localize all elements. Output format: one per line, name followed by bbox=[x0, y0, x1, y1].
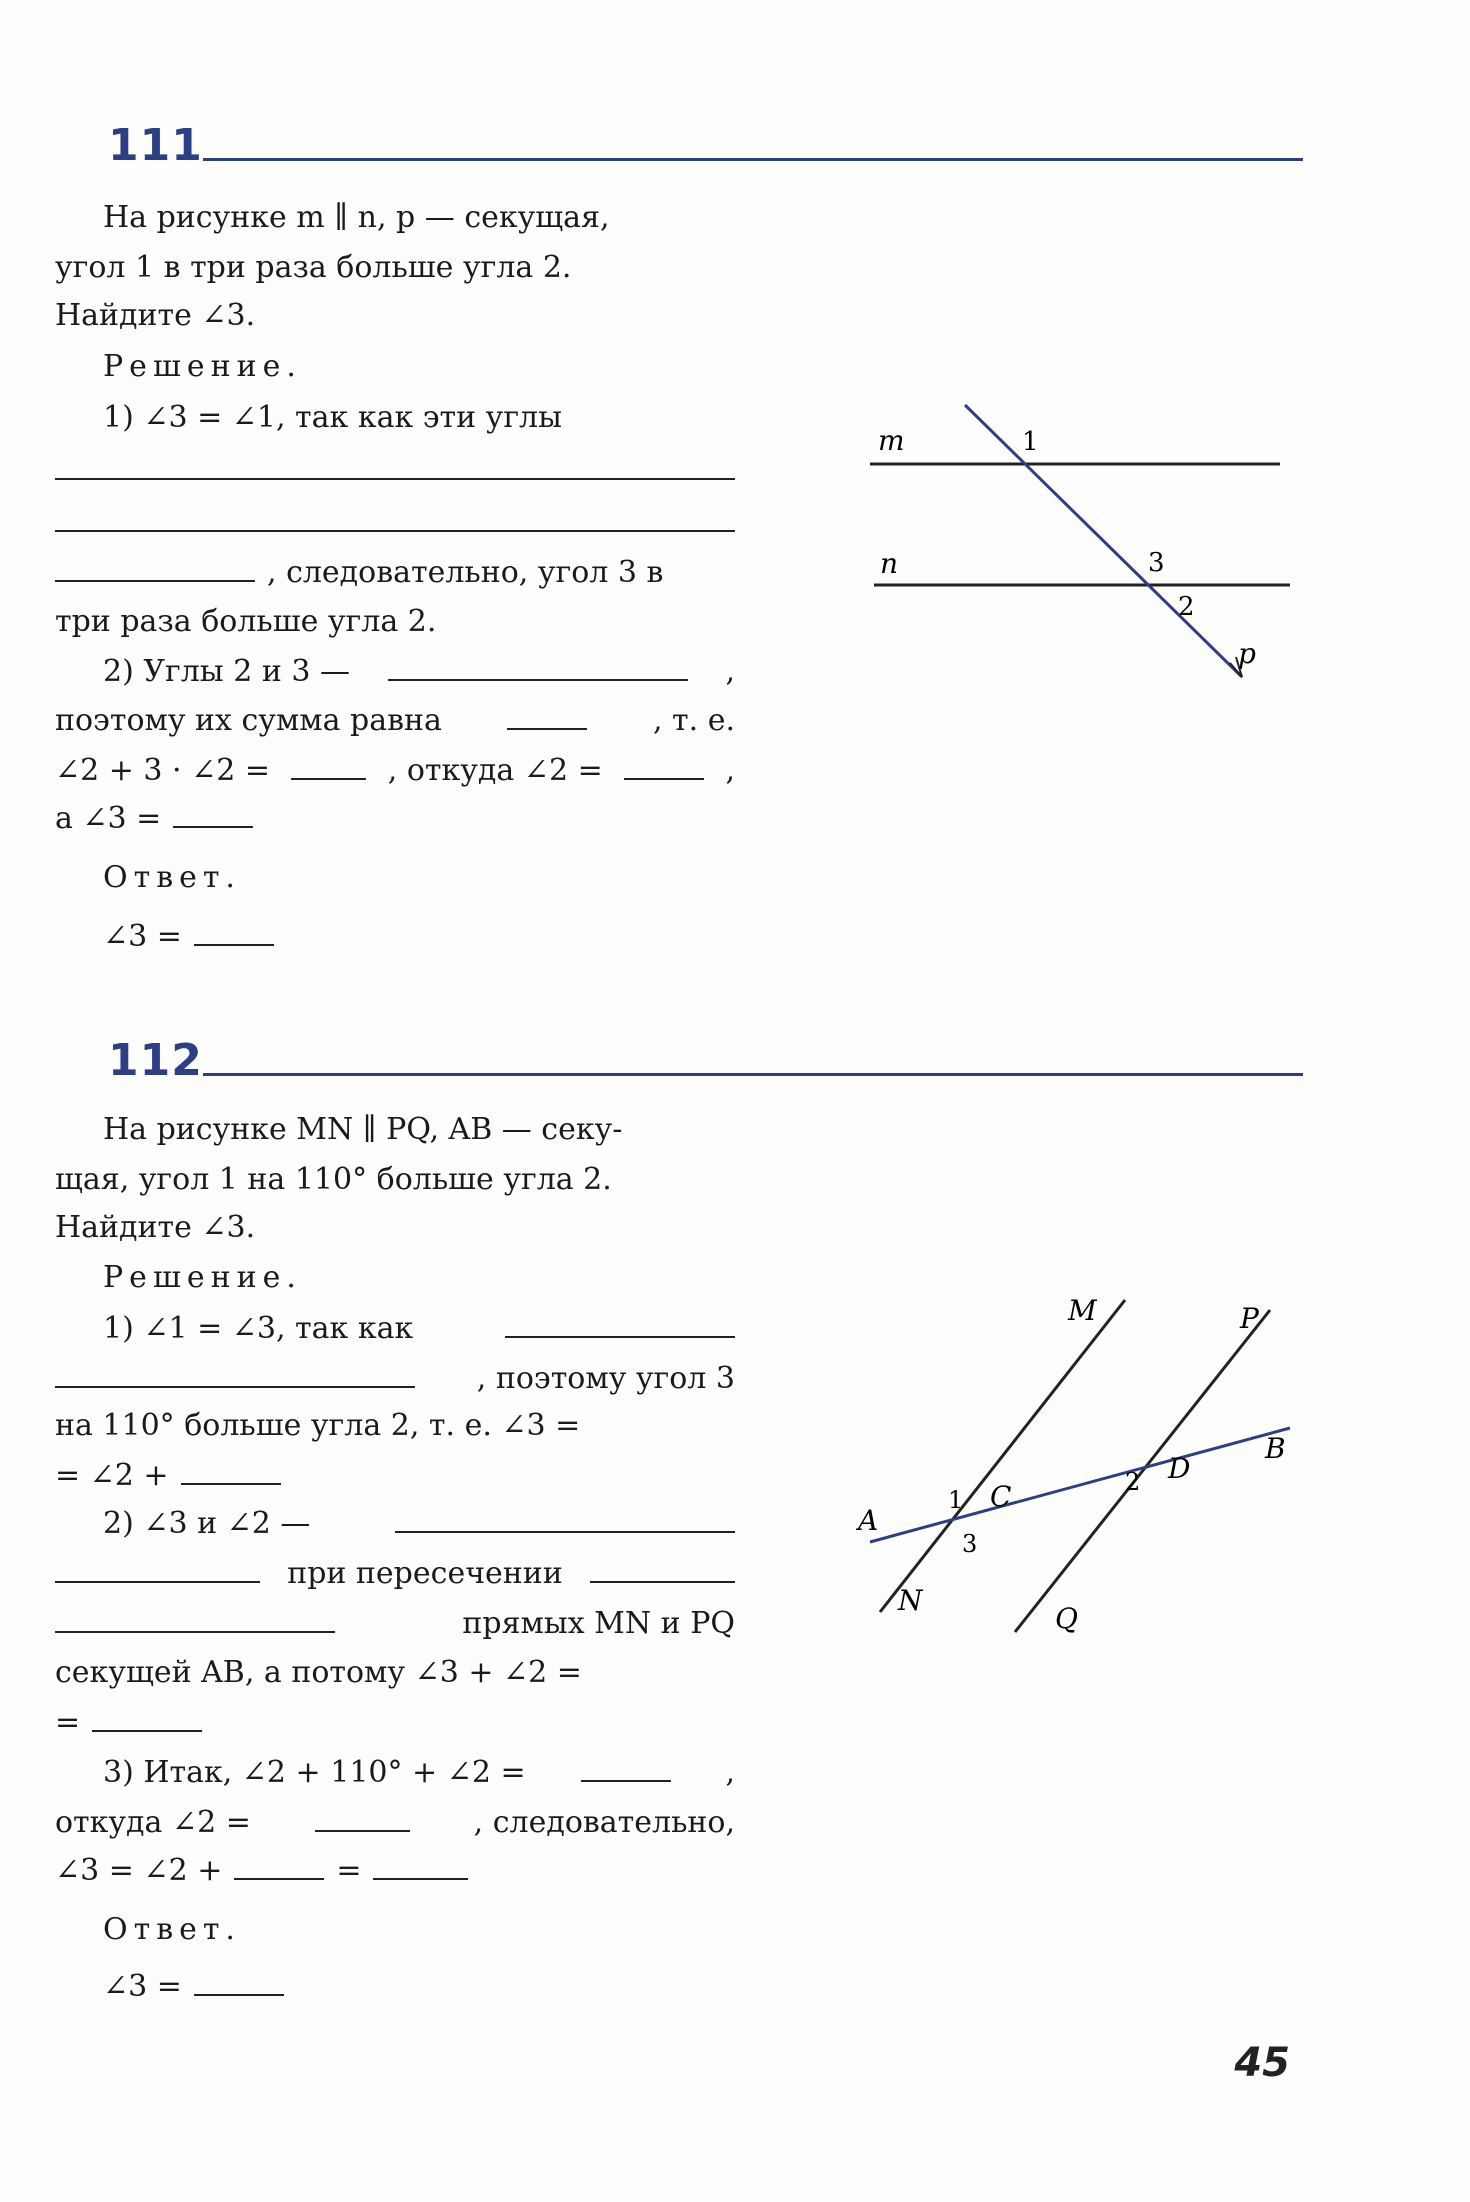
text: ∠2 + 3 · ∠2 = bbox=[55, 753, 271, 788]
text: а ∠3 = bbox=[55, 801, 162, 836]
problem-112-line bbox=[55, 1160, 735, 1200]
problem-112-header bbox=[108, 1035, 1303, 1095]
answer-blank[interactable] bbox=[234, 1850, 324, 1880]
text: ∠3 = bbox=[103, 1969, 182, 2004]
problem-111-line bbox=[55, 700, 735, 740]
line-p bbox=[965, 405, 1242, 677]
header-rule bbox=[203, 1073, 1303, 1076]
problem-112-line bbox=[55, 1850, 735, 1890]
answer-blank[interactable] bbox=[194, 1966, 284, 1996]
label-m: m bbox=[878, 424, 905, 457]
label-C: C bbox=[990, 1480, 1012, 1513]
label-B: B bbox=[1265, 1432, 1286, 1465]
answer-blank[interactable] bbox=[55, 1603, 335, 1633]
answer-line bbox=[55, 1966, 735, 2006]
text: откуда ∠2 = bbox=[55, 1805, 251, 1840]
text: 2) Углы 2 и 3 — bbox=[103, 654, 350, 689]
answer-blank[interactable] bbox=[55, 478, 735, 480]
answer-blank[interactable] bbox=[291, 750, 366, 780]
label-angle-2: 2 bbox=[1125, 1468, 1141, 1496]
text: щая, угол 1 на 110° больше угла 2. bbox=[55, 1162, 612, 1197]
answer-line bbox=[55, 916, 735, 956]
problem-111-line bbox=[55, 552, 735, 592]
text: Решение. bbox=[103, 349, 302, 384]
text: = ∠2 + bbox=[55, 1458, 169, 1493]
solution-heading bbox=[55, 347, 735, 387]
problem-111-line bbox=[55, 798, 735, 838]
text: = bbox=[336, 1853, 362, 1888]
text: , следовательно, угол 3 в bbox=[267, 555, 664, 590]
problem-111-line bbox=[55, 398, 735, 438]
problem-112-line bbox=[55, 1702, 735, 1742]
label-M: M bbox=[1068, 1294, 1097, 1327]
comma: , bbox=[725, 753, 735, 788]
text: 2) ∠3 и ∠2 — bbox=[103, 1506, 311, 1541]
line-pq bbox=[1015, 1310, 1270, 1632]
answer-blank[interactable] bbox=[505, 1308, 735, 1338]
answer-blank[interactable] bbox=[55, 1553, 260, 1583]
problem-112-line bbox=[55, 1406, 735, 1446]
line-mn bbox=[880, 1300, 1125, 1612]
text: 3) Итак, ∠2 + 110° + ∠2 = bbox=[103, 1755, 526, 1790]
comma: , bbox=[725, 654, 735, 689]
text: три раза больше угла 2. bbox=[55, 604, 437, 639]
problem-number: 111 bbox=[108, 120, 203, 171]
problem-112-line bbox=[55, 1653, 735, 1693]
label-angle-3: 3 bbox=[962, 1530, 978, 1558]
problem-112-line bbox=[55, 1358, 735, 1398]
answer-blank[interactable] bbox=[55, 530, 735, 532]
problem-112-line bbox=[55, 1455, 735, 1495]
figure-parallel-lines-secant bbox=[850, 1280, 1310, 1660]
text: угол 1 в три раза больше угла 2. bbox=[55, 250, 572, 285]
label-N: N bbox=[898, 1584, 923, 1617]
figure-parallel-lines-transversal bbox=[860, 395, 1300, 695]
text: Решение. bbox=[103, 1260, 302, 1295]
page-number: 45 bbox=[1234, 2040, 1290, 2086]
answer-blank[interactable] bbox=[395, 1503, 735, 1533]
problem-112-line bbox=[55, 1802, 735, 1842]
answer-blank[interactable] bbox=[173, 798, 253, 828]
problem-111-line bbox=[55, 750, 735, 790]
problem-111-line bbox=[55, 651, 735, 691]
answer-blank[interactable] bbox=[194, 916, 274, 946]
problem-112-line bbox=[55, 1553, 735, 1593]
text: Ответ. bbox=[103, 1912, 241, 1947]
problem-111-line bbox=[55, 602, 735, 642]
label-A: A bbox=[858, 1504, 879, 1537]
label-D: D bbox=[1168, 1452, 1191, 1485]
text: , откуда ∠2 = bbox=[387, 753, 603, 788]
problem-112-line bbox=[55, 1503, 735, 1543]
text: прямых MN и PQ bbox=[462, 1606, 735, 1641]
answer-heading bbox=[55, 1910, 735, 1950]
text: поэтому их сумма равна bbox=[55, 703, 442, 738]
label-n: n bbox=[880, 547, 899, 580]
answer-blank[interactable] bbox=[624, 750, 704, 780]
problem-112-line bbox=[55, 1110, 735, 1150]
problem-112-line bbox=[55, 1752, 735, 1792]
problem-111-header bbox=[108, 120, 1303, 180]
answer-heading bbox=[55, 858, 735, 898]
label-angle-2: 2 bbox=[1178, 592, 1195, 622]
text: на 110° больше угла 2, т. е. ∠3 = bbox=[55, 1408, 581, 1443]
label-Q: Q bbox=[1055, 1602, 1078, 1635]
text: секущей AB, а потому ∠3 + ∠2 = bbox=[55, 1655, 582, 1690]
text: Найдите ∠3. bbox=[55, 298, 256, 333]
text: ∠3 = bbox=[103, 919, 182, 954]
text: На рисунке m ∥ n, p — секущая, bbox=[103, 200, 610, 235]
text: Ответ. bbox=[103, 860, 241, 895]
text: 1) ∠1 = ∠3, так как bbox=[103, 1311, 414, 1346]
problem-number: 112 bbox=[108, 1035, 203, 1086]
answer-blank[interactable] bbox=[373, 1850, 468, 1880]
problem-111-line bbox=[55, 248, 735, 288]
label-angle-1: 1 bbox=[1022, 427, 1039, 457]
header-rule bbox=[203, 158, 1303, 161]
text: 1) ∠3 = ∠1, так как эти углы bbox=[103, 400, 562, 435]
text: На рисунке MN ∥ PQ, AB — секу- bbox=[103, 1112, 623, 1147]
text: при пересечении bbox=[287, 1556, 563, 1591]
text: = bbox=[55, 1705, 81, 1740]
answer-blank[interactable] bbox=[55, 552, 255, 582]
line-ab bbox=[870, 1428, 1290, 1542]
answer-blank[interactable] bbox=[388, 651, 688, 681]
label-angle-1: 1 bbox=[948, 1486, 964, 1514]
label-angle-3: 3 bbox=[1148, 548, 1165, 578]
solution-heading bbox=[55, 1258, 735, 1298]
problem-112-line bbox=[55, 1308, 735, 1348]
answer-blank[interactable] bbox=[590, 1553, 735, 1583]
problem-111-line bbox=[55, 198, 735, 238]
answer-blank[interactable] bbox=[55, 1358, 415, 1388]
problem-112-line bbox=[55, 1603, 735, 1643]
problem-112-line bbox=[55, 1208, 735, 1248]
text: Найдите ∠3. bbox=[55, 1210, 256, 1245]
text: , поэтому угол 3 bbox=[476, 1361, 735, 1396]
text: , следовательно, bbox=[473, 1805, 735, 1840]
problem-111-line bbox=[55, 296, 735, 336]
comma: , bbox=[725, 1755, 735, 1790]
answer-blank[interactable] bbox=[315, 1802, 410, 1832]
answer-blank[interactable] bbox=[581, 1752, 671, 1782]
answer-blank[interactable] bbox=[181, 1455, 281, 1485]
label-P: P bbox=[1240, 1302, 1259, 1335]
label-p: p bbox=[1238, 637, 1256, 670]
answer-blank[interactable] bbox=[92, 1702, 202, 1732]
text: , т. е. bbox=[652, 703, 735, 738]
answer-blank[interactable] bbox=[507, 700, 587, 730]
text: ∠3 = ∠2 + bbox=[55, 1853, 223, 1888]
